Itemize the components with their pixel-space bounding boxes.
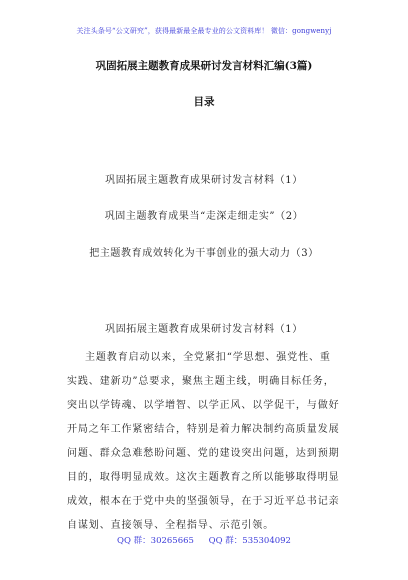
body-line: 突出以学铸魂、以学增智、以学正风、以学促干，与做好 [67,400,340,411]
qq-group-2: QQ 群：535304092 [208,536,291,546]
body-line: 成效，根本在于党中央的坚强领导，在于习近平总书记亲 [67,496,340,507]
body-line: 开局之年工作紧密结合，特别是着力解决制约高质量发展 [67,424,340,435]
toc-item-2: 巩固主题教育成果当“走深走细走实”（2） [104,211,304,222]
body-line: 实践、建新功”总要求，聚焦主题主线，明确目标任务， [67,376,335,387]
header-notice: 关注头条号“公文研究”，获得最新最全最专业的公文资料库！ 微信：gongwenyj [76,27,332,35]
body-line: 主题教育启动以来，全党紧扣“学思想、强党性、重 [85,352,331,363]
body-line: 自谋划、直接领导、全程指导、示范引领。 [67,520,275,531]
footer-contact [0,534,408,546]
body-line: 问题、群众急难愁盼问题、党的建设突出问题，达到预期 [67,448,340,459]
toc-heading: 目录 [193,96,215,108]
body-line: 目的，取得明显成效。这次主题教育之所以能够取得明显 [67,472,340,483]
section-title: 巩固拓展主题教育成果研讨发言材料（1） [105,324,303,335]
toc-item-1: 巩固拓展主题教育成果研讨发言材料（1） [105,175,303,186]
qq-group-1: QQ 群：30265665 [117,536,194,546]
document-title: 巩固拓展主题教育成果研讨发言材料汇编(3篇) [95,60,313,72]
toc-item-3: 把主题教育成效转化为干事创业的强大动力（3） [89,248,319,259]
